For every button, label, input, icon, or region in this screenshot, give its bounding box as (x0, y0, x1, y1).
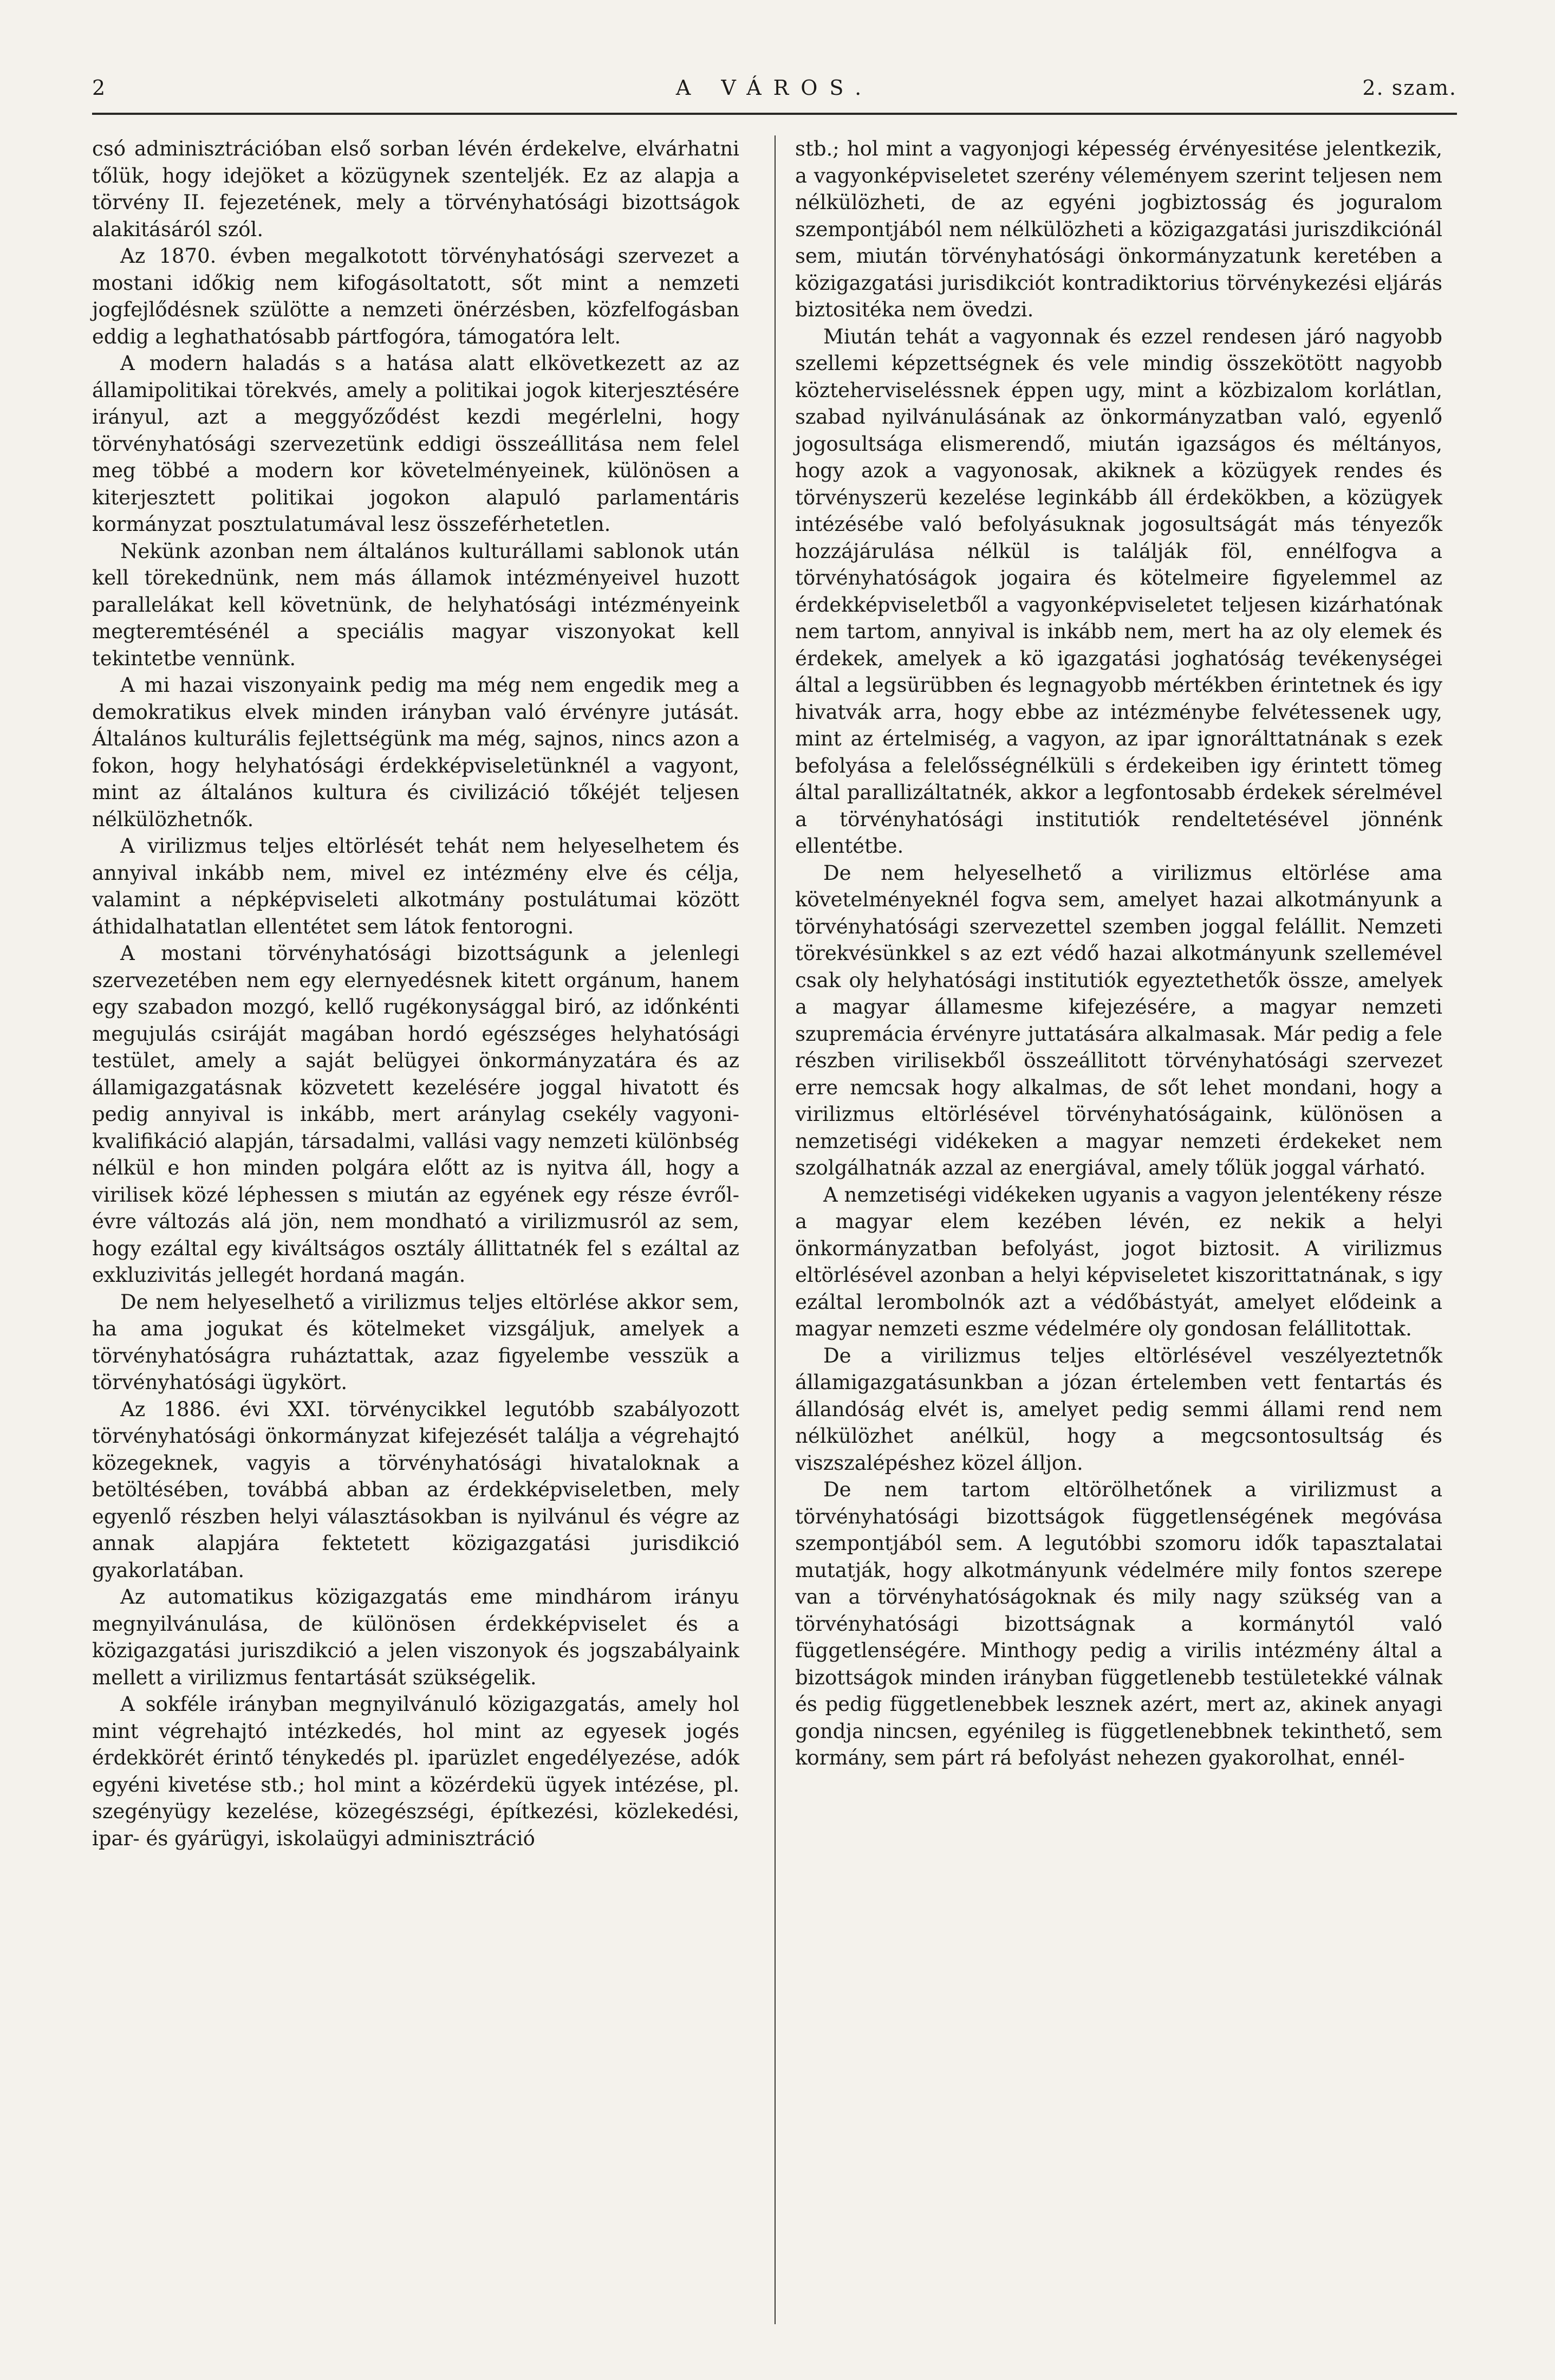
right-column (795, 135, 1442, 2324)
paragraph: De nem helyeselhető a virilizmus teljes eltörlése akkor sem, ha ama jogukat és kötelmeket vizsgáljuk, amelyek a törvényhatóságra ruháztattak, azaz figyelembe vesszük a törvényhatósági ügykört. (92, 1290, 739, 1394)
paragraph: A nemzetiségi vidékeken ugyanis a vagyon jelentékeny része a magyar elem kezében lévén, ez nekik a helyi önkormányzatban befolyást, jogot biztosit. A virilizmus eltörlésével azonban a helyi képviseletet kiszorittatnának, s igy ezáltal lerombolnók azt a védőbástyát, amelyet elődeink a magyar nemzeti eszme védelmére oly gondosan felállitottak. (795, 1183, 1442, 1340)
page-header (92, 76, 1457, 108)
header-rule (92, 113, 1457, 115)
paragraph: A mi hazai viszonyaink pedig ma még nem engedik meg a demokratikus elvek minden irányban való érvényre jutását. Általános kulturális fejlettségünk ma még, sajnos, nincs azon a fokon, hogy helyhatósági érdekképviseletünknél a vagyont, mint az általános kultura és civilizáció tőkéjét teljesen nélkülözhetnők. (92, 673, 739, 831)
paragraph: De a virilizmus teljes eltörlésével veszélyeztetnők államigazgatásunkban a józan értelemben vett fentartás és állandóság elvét is, amelyet pedig semmi állami rend nem nélkülözhet anélkül, hogy a megcsontosultság és viszszalépéshez közel álljon. (795, 1344, 1442, 1475)
page-number: 2 (92, 76, 107, 100)
paragraph: csó adminisztrációban első sorban lévén érdekelve, elvárhatni tőlük, hogy idejöket a közügynek szenteljék. Ez az alapja a törvény II. fejezetének, mely a törvényhatósági bizottságok alakitásáról szól. (92, 137, 739, 241)
paragraph: De nem tartom eltörölhetőnek a virilizmust a törvényhatósági bizottságok függetlenségének megóvása szempontjából sem. A legutóbbi szomoru idők tapasztalatai mutatják, hogy alkotmányunk védelmére mily fontos szerepe van a törvényhatóságoknak és mily nagy szükség van a törvényhatósági bizottságnak a kormánytól való függetlenségére. Minthogy pedig a virilis intézmény által a bizottságok minden irányban függetlenebb testületekké válnak és pedig függetlenebbek lesznek azért, mert az, akinek anyagi gondja nincsen, egyénileg is függetlenebbnek tekinthető, sem kormány, sem párt rá befolyást nehezen gyakorolhat, ennél- (795, 1478, 1442, 1769)
paragraph: A sokféle irányban megnyilvánuló közigazgatás, amely hol mint végrehajtó intézkedés, hol mint az egyesek jogés érdekkörét érintő ténykedés pl. iparüzlet engedélyezése, adók egyéni kivetése stb.; hol mint a közérdekü ügyek intézése, pl. szegényügy kezelése, közegészségi, építkezési, közlekedési, ipar- és gyárügyi, iskolaügyi adminisztráció (92, 1692, 739, 1850)
paragraph: stb.; hol mint a vagyonjogi képesség érvényesitése jelentkezik, a vagyonképviseletet szerény véleményem szerint teljesen nem nélkülözheti, de az egyéni jogbiztosság és joguralom szempontjából nem nélkülözheti a közigazgatási juriszdikciónál sem, miután törvényhatósági önkormányzatunk keretében a közigazgatási jurisdikciót kontradiktorius törvénykezési eljárás biztositéka nem övedzi. (795, 137, 1442, 321)
paragraph: A mostani törvényhatósági bizottságunk a jelenlegi szervezetében nem egy elernyedésnek kitett orgánum, hanem egy szabadon mozgó, kellő rugékonysággal biró, az időnkénti megujulás csiráját magában hordó egészséges helyhatósági testület, amely a saját belügyei önkormányzatára és az államigazgatásnak közvetett kezelésére joggal hivatott és pedig annyival is inkább, mert aránylag csekély vagyoni-kvalifikáció alapján, társadalmi, vallási vagy nemzeti különbség nélkül e hon minden polgára előtt az is nyitva áll, hogy a virilisek közé léphessen s miután az egyének egy része évről-évre változás alá jön, nem mondható a virilizmusról az sem, hogy ezáltal egy kiváltságos osztály állittatnék fel s ezáltal az exkluzivitás jellegét hordaná magán. (92, 942, 739, 1287)
paragraph: De nem helyeselhető a virilizmus eltörlése ama követelményeknél fogva sem, amelyet hazai alkotmányunk a törvényhatósági szervezettel szemben joggal felállit. Nemzeti törekvésünkkel s az ezt védő hazai alkotmányunk szellemével csak oly helyhatósági institutiók egyeztethetők össze, amelyek a magyar államesme kifejezésére, a magyar nemzeti szupremácia érvényre juttatására alkalmasak. Már pedig a fele részben virilisekből összeállitott törvényhatósági szervezet erre nemcsak hogy alkalmas, de sőt lehet mondani, hogy a virilizmus eltörlésével törvényhatóságaink, különösen a nemzetiségi vidékeken a magyar nemzeti érdekeket nem szolgálhatnák azzal az energiával, amely tőlük joggal várható. (795, 861, 1442, 1179)
paragraph: A virilizmus teljes eltörlését tehát nem helyeselhetem és annyival inkább nem, mivel ez intézmény elve és célja, valamint a népképviseleti alkotmány postulátumai között áthidalhatatlan ellentétet sem látok fentorogni. (92, 834, 739, 938)
paragraph: A modern haladás s a hatása alatt elkövetkezett az az államipolitikai törekvés, amely a politikai jogok kiterjesztésére irányul, azt a meggyőződést kezdi megérlelni, hogy törvényhatósági szervezetünk eddigi összeállitása nem felel meg többé a modern kor követelményeinek, különösen a kiterjesztett politikai jogokon alapuló parlamentáris kormányzat posztulatumával lesz összeférhetetlen. (92, 352, 739, 536)
paragraph: Nekünk azonban nem általános kulturállami sablonok után kell törekednünk, nem más államok intézményeivel huzott parallelákat kell követnünk, de helyhatósági intézményeink megteremtésénél a speciális magyar viszonyokat kell tekintetbe vennünk. (92, 539, 739, 670)
paragraph: Az 1886. évi XXI. törvénycikkel legutóbb szabályozott törvényhatósági önkormányzat kifejezését találja a végrehajtó közegeknek, vagyis a törvényhatósági hivataloknak a betöltésében, továbbá abban az érdekképviseletben, mely egyenlő részben helyi választásokban is nyilvánul és végre az annak alapjára fektetett közigazgatási jurisdikció gyakorlatában. (92, 1397, 739, 1582)
paragraph: Az automatikus közigazgatás eme mindhárom irányu megnyilvánulása, de különösen érdekképviselet és a közigazgatási juriszdikció a jelen viszonyok és jogszabályaink mellett a virilizmus fentartását szükségelik. (92, 1585, 739, 1689)
newspaper-title: A VÁROS. (675, 76, 874, 100)
column-divider (775, 135, 776, 2324)
issue-number: 2. szam. (1362, 76, 1457, 100)
paragraph: Miután tehát a vagyonnak és ezzel rendesen járó nagyobb szellemi képzettségnek és vele mindig összekötött nagyobb közteherviseléssnek éppen ugy, mint a közbizalom korlátlan, szabad nyilvánulásának az önkormányzatban való, egyenlő jogosultsága elismerendő, miután igazságos és méltányos, hogy azok a vagyonosak, akiknek a közügyek rendes és törvényszerü kezelése leginkább áll érdekökben, a közügyek intézésébe való befolyásuknak jogosultságát más tényezők hozzájárulása nélkül is találják föl, ennélfogva a törvényhatóságok jogaira és kötelmeire figyelemmel az érdekképviseletből a vagyonképviseletet teljesen kizárhatónak nem tartom, annyival is inkább nem, mert ha az oly elemek és érdekek, amelyek a kö igazgatási joghatóság tevékenységei által a legsürübben és legnagyobb mértékben érintetnek és igy hivatvák arra, hogy ebbe az intézménybe felvétessenek ugy, mint az értelmiség, a vagyon, az ipar ignorálttatnának s ezek befolyása a felelősségnélküli s érdekeiben igy érintett tömeg által parallizáltatnék, akkor a legfontosabb érdekek sérelmével a törvényhatósági institutiók rendeltetésével jönnénk ellentétbe. (795, 325, 1442, 858)
paragraph: Az 1870. évben megalkotott törvényhatósági szervezet a mostani időkig nem kifogásoltatott, sőt mint a nemzeti jogfejlődésnek szülötte a nemzeti önérzésben, közfelfogásban eddig a leghathatósabb pártfogóra, támogatóra lelt. (92, 244, 739, 348)
left-column (92, 135, 739, 2324)
